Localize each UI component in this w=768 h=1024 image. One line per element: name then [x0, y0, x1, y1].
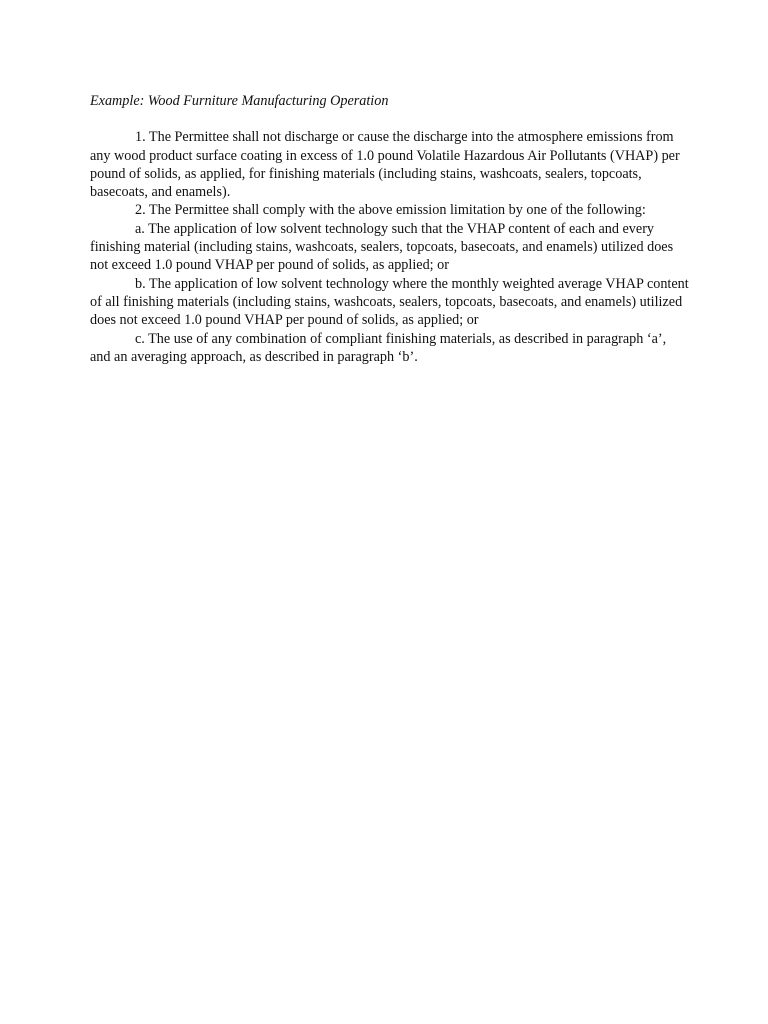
document-page — [90, 92, 690, 366]
paragraph-1: 1. The Permittee shall not discharge or cause the discharge into the atmosphere emissions from any wood product surface coating in excess of 1.0 pound Volatile Hazardous Air Pollutants (VHAP) per pound of solids, as applied, for finishing materials (including stains, washcoats, sealers, topcoats, basecoats, and enamels). — [90, 129, 680, 201]
document-title: Example: Wood Furniture Manufacturing Operation — [90, 93, 389, 109]
paragraph-2b: b. The application of low solvent technology where the monthly weighted average VHAP content of all finishing materials (including stains, washcoats, sealers, topcoats, basecoats, and enamels) utilized does not exceed 1.0 pound VHAP per pound of solids, as applied; or — [90, 275, 689, 329]
paragraph-2: 2. The Permittee shall comply with the above emission limitation by one of the following: — [135, 202, 646, 219]
paragraph-2a: a. The application of low solvent technology such that the VHAP content of each and every finishing material (including stains, washcoats, sealers, topcoats, basecoats, and enamels) utilized does not exceed 1.0 pound VHAP per pound of solids, as applied; or — [90, 220, 674, 274]
paragraph-2c: c. The use of any combination of compliant finishing materials, as described in paragraph ‘a’, and an averaging approach, as described in paragraph ‘b’. — [90, 330, 667, 365]
